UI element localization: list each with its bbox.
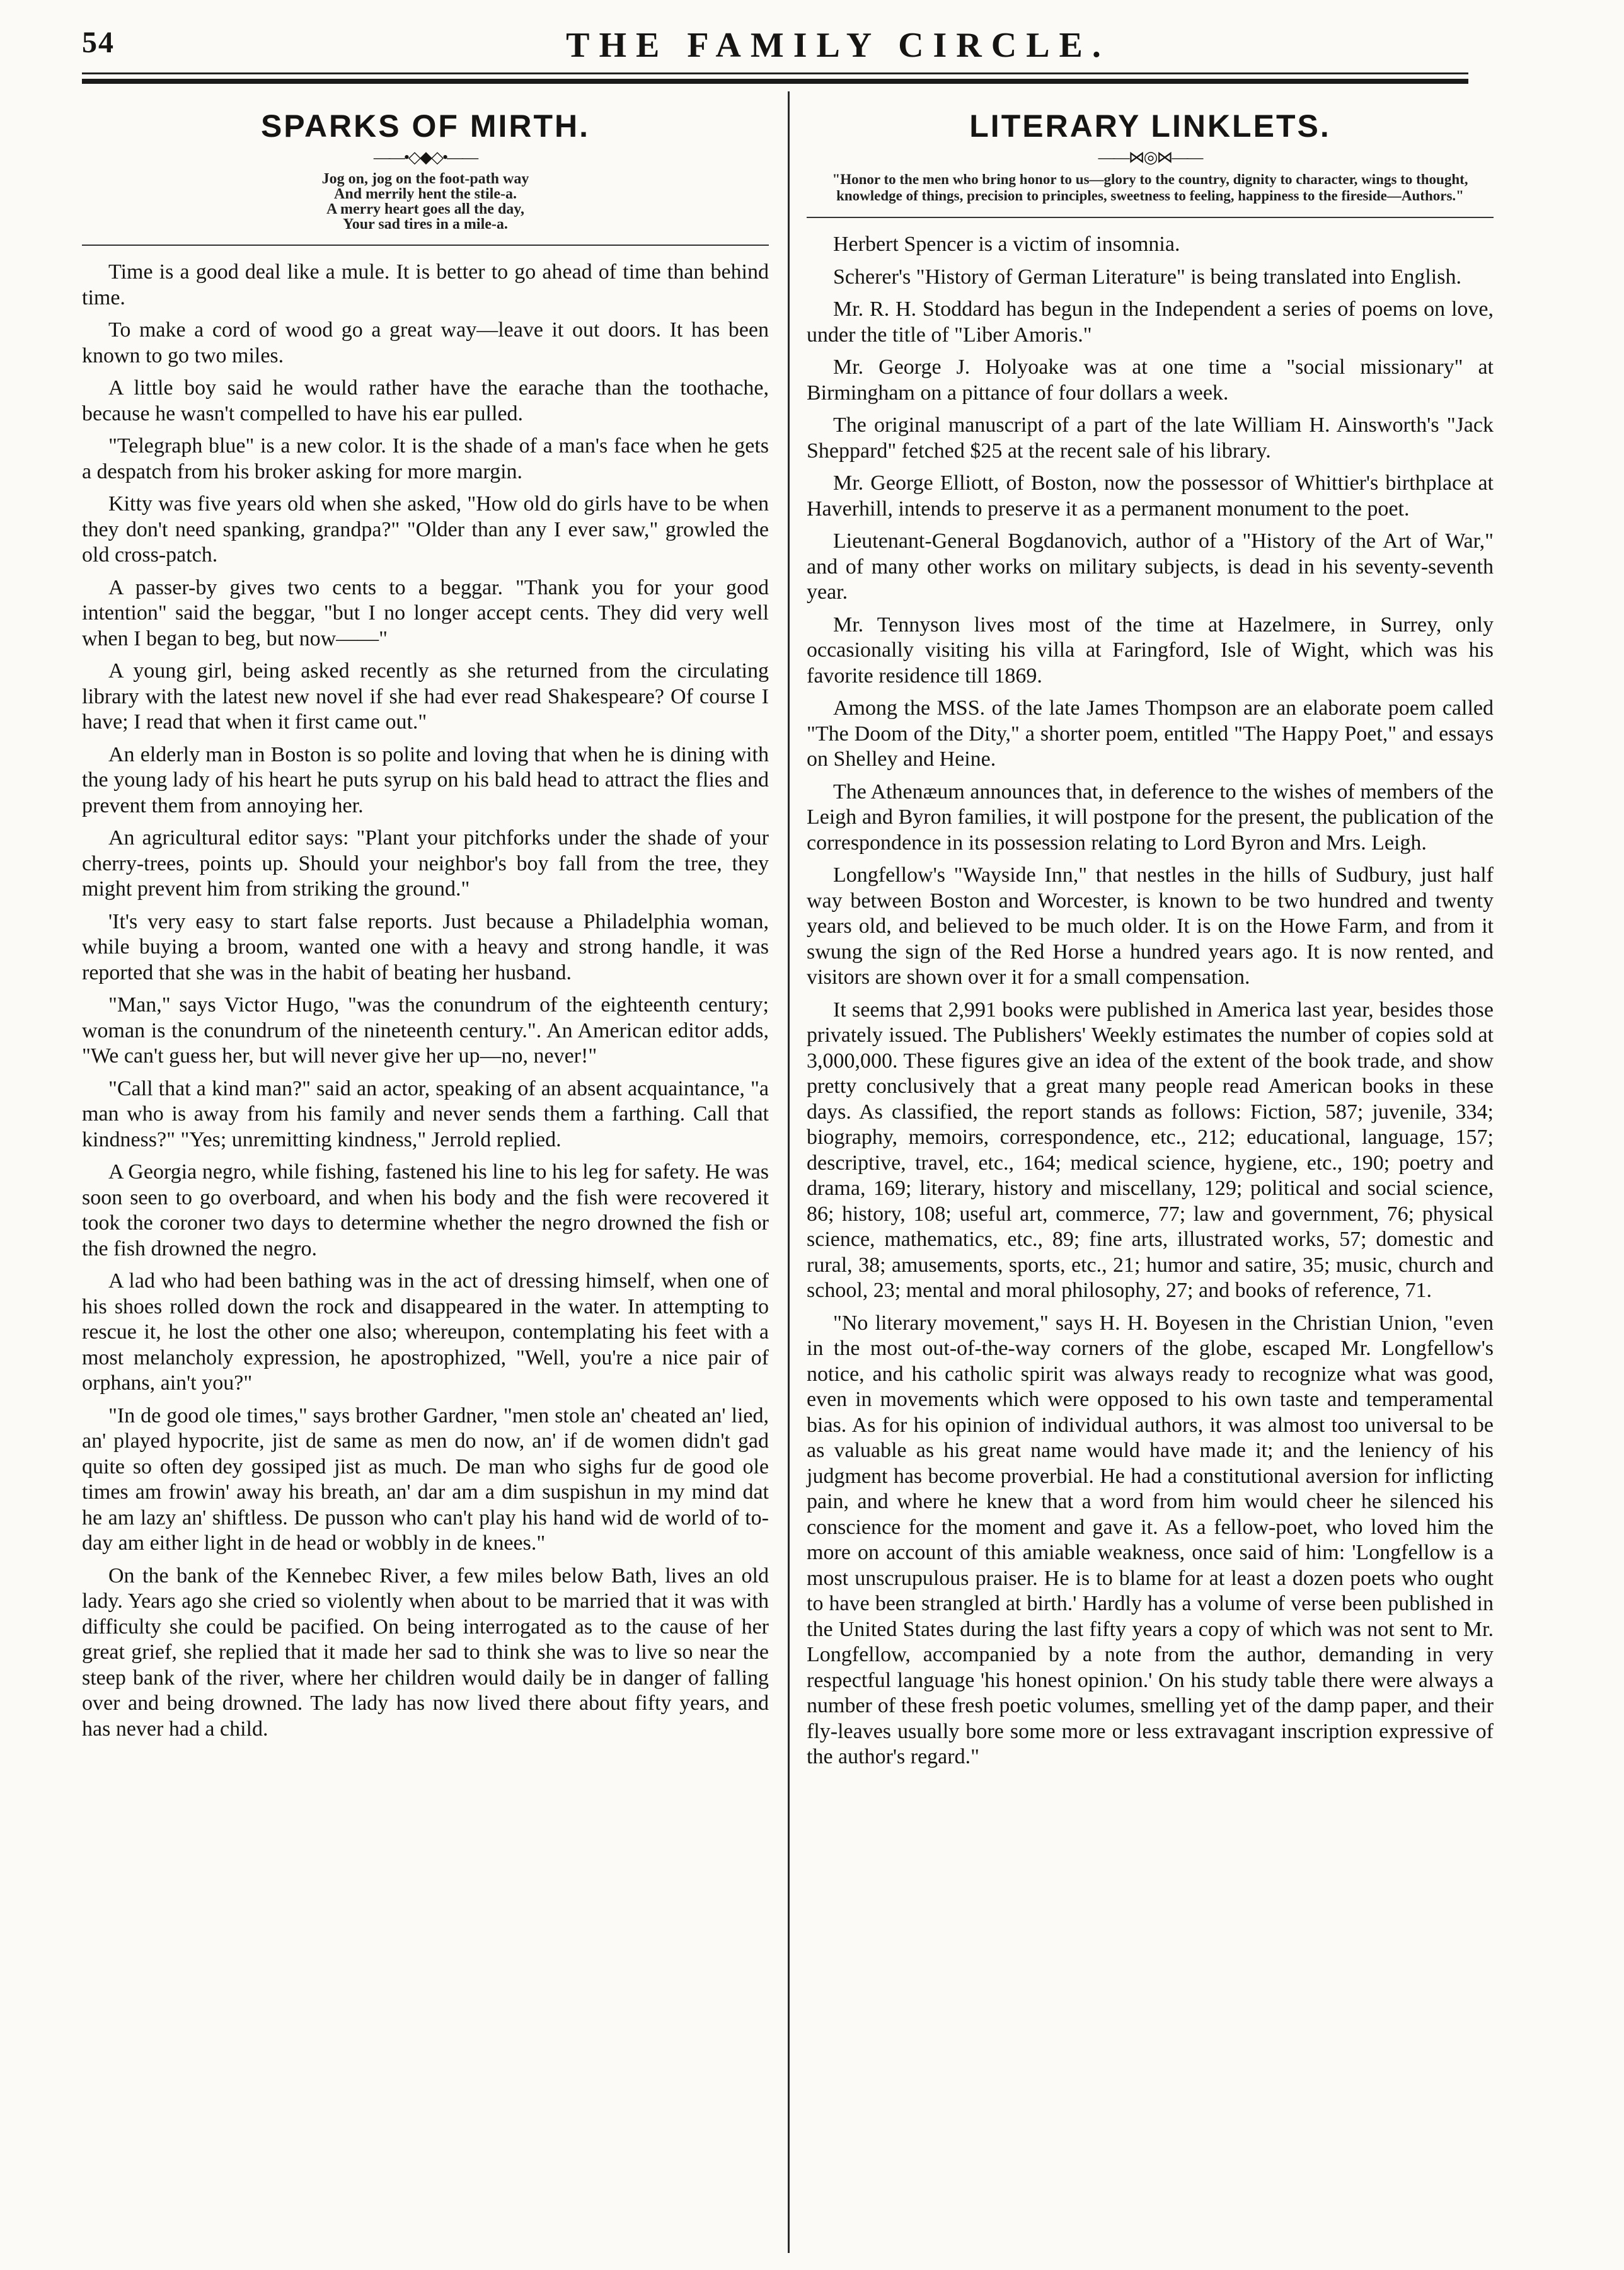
- epigraph-line: A merry heart goes all the day,: [326, 201, 524, 217]
- epigraph-line: And merrily hent the stile-a.: [334, 186, 517, 202]
- page-number: 54: [82, 26, 115, 59]
- paragraph: "No literary movement," says H. H. Boyesen in the Christian Union, "even in the most out-of-the-way corners of the globe, escaped Mr. Longfellow's notice, and his catholic spirit was always ready to recognize what was good, even in movements which were opposed to his own taste and temperamental bias. As for his opinion of individual authors, it was almost too universal to be as valuable as his great name would have made it; and the leniency of his judgment has become proverbial. He had a constitutional aversion for inflicting pain, and where he knew that a word from him would cheer he silenced his conscience for the moment and gave it. As a fellow-poet, who loved him the more on account of this amiable weakness, once said of him: 'Longfellow is a most unscrupulous praiser. He is to blame for at least a dozen poets who ought to have been strangled at birth.' Hardly has a volume of verse been published in the United States during the last fifty years a copy of which was not sent to Mr. Longfellow, accompanied by a note from the author, demanding in very respectful language 'his honest opinion.' On his study table there were always a number of these fresh poetic volumes, smelling yet of the damp paper, and their fly-leaves usually bore some more or less extravagant inscription expressive of the author's regard.": [807, 1311, 1494, 1768]
- paragraph: A lad who had been bathing was in the act of dressing himself, when one of his shoes rolled down the rock and disappeared in the water. In attempting to rescue it, he lost the other one also; whereupon, contemplating his feet with a most melancholy expression, he apostrophized, "Well, you're a nice pair of orphans, ain't you?": [82, 1269, 769, 1395]
- paragraph: Mr. George J. Holyoake was at one time a "social missionary" at Birmingham on a pittance of four dollars a week.: [807, 355, 1494, 405]
- section-heading: LITERARY LINKLETS.: [969, 108, 1331, 144]
- paragraph: Scherer's "History of German Literature" is being translated into English.: [833, 265, 1461, 289]
- ornament-divider: ——⋈◎⋈——: [1098, 148, 1202, 166]
- paragraph: An elderly man in Boston is so polite and loving that when he is dining with the young lady of his heart he puts syrup on his bald head to attract the flies and prevent them from annoying her.: [82, 742, 769, 817]
- literary-linklets-column: [807, 95, 1494, 1777]
- paragraph: A little boy said he would rather have the earache than the toothache, because he wasn't compelled to have his ear pulled.: [82, 376, 769, 425]
- paragraph: It seems that 2,991 books were published in America last year, besides those privately issued. The Publishers' Weekly estimates the number of copies sold at 3,000,000. These figures give an idea of the extent of the book trade, and show pretty conclusively that a great many people read American books in these days. As classified, the report stands as follows: Fiction, 587; juvenile, 334; biography, memoirs, correspondence, etc., 212; educational, language, 157; descriptive, travel, etc., 164; medical science, hygiene, etc., 190; poetry and drama, 169; literary, history and miscellany, 129; political and social science, 86; history, 108; useful art, commerce, 77; law and government, 76; physical science, mathematics, etc., 89; fine arts, illustrated works, 57; domestic and rural, 38; amusements, sports, etc., 21; humor and satire, 35; music, church and school, 23; mental and moral philosophy, 27; and books of reference, 71.: [807, 998, 1494, 1302]
- paragraph: An agricultural editor says: "Plant your pitchforks under the shade of your cherry-trees, points up. Should your neighbor's boy fall from the tree, they might prevent him from striking the ground.": [82, 826, 769, 901]
- paragraph: "Call that a kind man?" said an actor, speaking of an absent acquaintance, "a man who is away from his family and never sends them a farthing. Call that kindness?" "Yes; unremitting kindness," Jerrold replied.: [82, 1076, 769, 1151]
- paragraph: A passer-by gives two cents to a beggar. "Thank you for your good intention" said the beggar, "but I no longer accept cents. They did very well when I began to beg, but now——": [82, 575, 769, 650]
- paragraph: Mr. George Elliott, of Boston, now the possessor of Whittier's birthplace at Haverhill, intends to preserve it as a permanent monument to the poet.: [807, 471, 1494, 521]
- paragraph: Mr. R. H. Stoddard has begun in the Independent a series of poems on love, under the title of "Liber Amoris.": [807, 297, 1494, 347]
- paragraph: Kitty was five years old when she asked, "How old do girls have to be when they don't need spanking, grandpa?" "Older than any I ever saw," growled the old cross-patch.: [82, 492, 769, 567]
- paragraph: "Man," says Victor Hugo, "was the conundrum of the eighteenth century; woman is the conundrum of the nineteenth century.". An American editor adds, "We can't guess her, but will never give her up—no, never!": [82, 993, 769, 1068]
- paragraph: Time is a good deal like a mule. It is better to go ahead of time than behind time.: [82, 260, 769, 309]
- paragraph: The original manuscript of a part of the late William H. Ainsworth's "Jack Sheppard" fetched $25 at the recent sale of his library.: [807, 413, 1494, 463]
- paragraph: Mr. Tennyson lives most of the time at Hazelmere, in Surrey, only occasionally visiting his villa at Faringford, Isle of Wight, which was his favorite residence till 1869.: [807, 613, 1494, 688]
- paragraph: Herbert Spencer is a victim of insomnia.: [833, 233, 1180, 256]
- section-heading: SPARKS OF MIRTH.: [260, 108, 590, 144]
- column-divider: [788, 91, 790, 2253]
- paragraph: To make a cord of wood go a great way—leave it out doors. It has been known to go two miles.: [82, 318, 769, 367]
- section-rule: [807, 217, 1494, 218]
- header-rule-thick: [82, 79, 1468, 84]
- epigraph: [82, 171, 769, 232]
- section-rule: [82, 245, 769, 246]
- paragraph: 'It's very easy to start false reports. Just because a Philadelphia woman, while buying a broom, wanted one with a heavy and strong handle, it was reported that she was in the habit of beating her husband.: [82, 909, 769, 984]
- epigraph-line: Your sad tires in a mile-a.: [343, 216, 508, 233]
- paragraph: "Telegraph blue" is a new color. It is the shade of a man's face when he gets a despatch from his broker asking for more margin.: [82, 434, 769, 483]
- masthead-title: THE FAMILY CIRCLE.: [566, 26, 1110, 65]
- ornament-divider: ——•◇◆◇•——: [373, 148, 478, 166]
- paragraph: Longfellow's "Wayside Inn," that nestles in the hills of Sudbury, just half way between Boston and Worcester, is known to be two hundred and twenty years old, and believed to be much older. It is on the Howe Farm, and from it swung the sign of the Red Horse a hundred years ago. It is now rented, and visitors are shown over it for a small compensation.: [807, 863, 1494, 989]
- sparks-of-mirth-column: [82, 95, 769, 1749]
- paragraph: Among the MSS. of the late James Thompson are an elaborate poem called "The Doom of the Dity," a shorter poem, entitled "The Happy Poet," and essays on Shelley and Heine.: [807, 696, 1494, 771]
- page-header: [82, 25, 1468, 63]
- paragraph: Lieutenant-General Bogdanovich, author of a "History of the Art of War," and of many other works on military subjects, is dead in his seventy-seventh year.: [807, 529, 1494, 604]
- paragraph: A young girl, being asked recently as she returned from the circulating library with the latest new novel if she had ever read Shakespeare? Of course I have; I read that when it first came out.": [82, 659, 769, 734]
- epigraph-line: Jog on, jog on the foot-path way: [321, 171, 529, 187]
- paragraph: "In de good ole times," says brother Gardner, "men stole an' cheated an' lied, an' played hypocrite, jist de same as men do now, an' if de women didn't gad quite so often dey gossiped jist as much. De man who sighs fur de good ole times am frowin' away his breath, an' dar am a dim suspishun in my mind dat he am lazy an' shiftless. De pusson who can't play his hand wid de world of to-day am either light in de head or wobbly in de knees.": [82, 1403, 769, 1555]
- header-rule-thin: [82, 72, 1468, 74]
- paragraph: The Athenæum announces that, in deference to the wishes of members of the Leigh and Byron families, it will postpone for the present, the publication of the correspondence in its possession relating to Lord Byron and Mrs. Leigh.: [807, 780, 1494, 855]
- paragraph: On the bank of the Kennebec River, a few miles below Bath, lives an old lady. Years ago she cried so violently when about to be married that it was with difficulty she could be pacified. On being interrogated as to the cause of her great grief, she replied that it made her sad to think she was to live so near the steep bank of the river, where her children would daily be in danger of falling over and being drowned. The lady has now lived there about fifty years, and has never had a child.: [82, 1564, 769, 1741]
- motto: "Honor to the men who bring honor to us—glory to the country, dignity to character, wings to thought, knowledge of things, precision to principles, sweetness to feeling, happiness to the fireside—Authors.": [832, 171, 1468, 204]
- paragraph: A Georgia negro, while fishing, fastened his line to his leg for safety. He was soon seen to go overboard, and when his body and the fish were recovered it took the coroner two days to determine whether the negro drowned the fish or the fish drowned the negro.: [82, 1160, 769, 1260]
